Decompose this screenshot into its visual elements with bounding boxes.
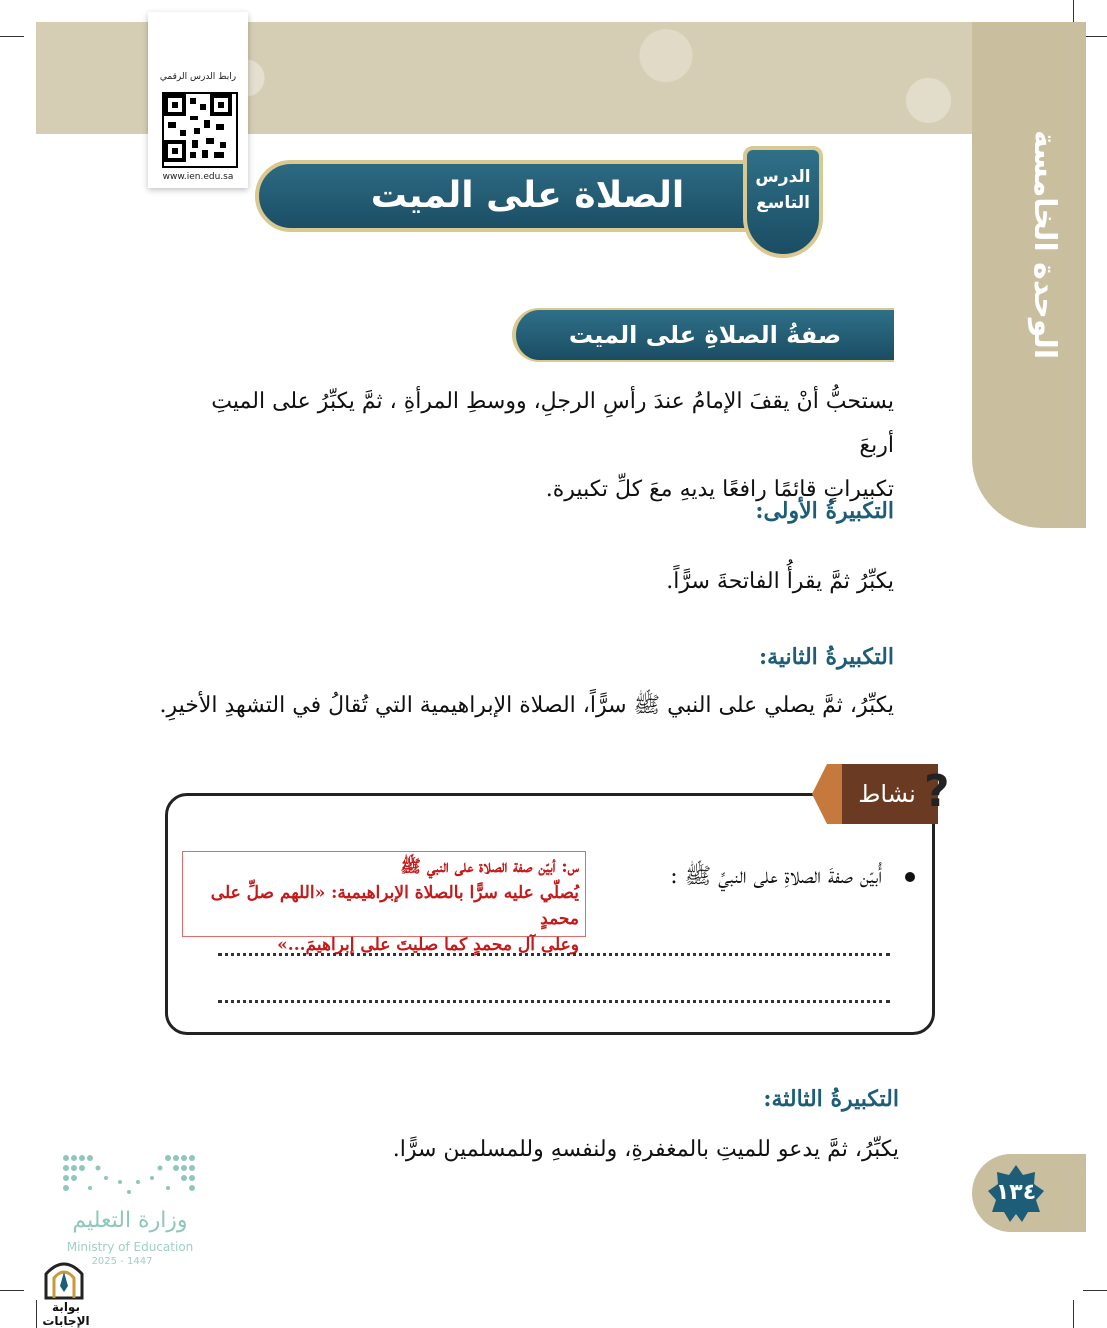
first-takbeer-text: يكبِّرُ ثمَّ يقرأُ الفاتحةَ سرًّاً. (666, 569, 894, 594)
first-takbeer-heading: التكبيرةُ الأولى: (755, 498, 894, 524)
page-number-badge (986, 1163, 1046, 1223)
lesson-title: الصلاة على الميت (370, 175, 685, 216)
answer-line-2: يُصلّي عليه سرًّا بالصلاة الإبراهيمية: «اللهم صلِّ على محمدٍ (210, 883, 579, 929)
crop-mark (0, 1290, 24, 1291)
crop-mark (1083, 36, 1107, 37)
unit-title: الوحدة الخامسة (1027, 130, 1062, 360)
page-number-tab (972, 1154, 1086, 1232)
activity-tag-label: نشاط (858, 780, 916, 808)
answer-line-3: وعلى آل محمدٍ كما صليتَ على إبراهيمَ...» (277, 935, 579, 955)
section-banner (512, 308, 894, 362)
intro-paragraph (174, 380, 894, 512)
crop-mark (1083, 1290, 1107, 1291)
page-number: ١٣٤ (995, 1180, 1037, 1205)
qr-card[interactable] (148, 12, 248, 188)
lesson-banner (255, 154, 860, 238)
answer-line-1: س: أبيّن صفة الصلاة على النبي ﷺ (400, 857, 579, 877)
intro-line-2: تكبيراتٍ قائمًا رافعًا يديهِ معَ كلِّ تكبيرة. (545, 477, 894, 502)
crop-mark (1073, 1300, 1074, 1328)
answer-dotted-line[interactable] (218, 1000, 890, 1003)
second-takbeer-heading: التكبيرةُ الثانية: (758, 644, 894, 670)
portal-label: بوابة الإجابات (42, 1300, 90, 1328)
activity-tag (812, 764, 952, 824)
ministry-logo-icon (62, 1152, 196, 1202)
answer-dotted-line[interactable] (218, 953, 890, 956)
ministry-name-ar: وزارة التعليم (72, 1208, 188, 1233)
ministry-year: 2025 - 1447 (91, 1256, 153, 1267)
activity-question: أُبيّن صفةَ الصلاةِ على النبيِّ ﷺ : (670, 864, 882, 889)
bullet-icon (905, 872, 915, 882)
portal-logo-icon (40, 1256, 88, 1300)
qr-label: رابط الدرس الرقمي (159, 72, 237, 82)
activity-tag-tip (812, 764, 842, 824)
third-takbeer-text: يكبِّرُ، ثمَّ يدعو للميتِ بالمغفرةِ، ولنفسهِ وللمسلمين سرًّا. (392, 1137, 899, 1162)
answer-box[interactable] (182, 851, 586, 955)
crop-mark (0, 36, 24, 37)
section-title: صفةُ الصلاةِ على الميت (568, 321, 842, 349)
second-takbeer-text: يكبِّرُ، ثمَّ يصلي على النبي ﷺ سرًّاً، الصلاة الإبراهيمية التي تُقالُ في التشهدِ الأخيرِ. (159, 693, 894, 718)
lesson-badge-line2: التاسع (756, 193, 810, 213)
question-mark-icon: ? (924, 766, 950, 817)
ministry-name-en: Ministry of Education (66, 1240, 194, 1254)
lesson-badge-line1: الدرس (755, 167, 811, 187)
intro-line-1: يستحبُّ أنْ يقفَ الإمامُ عندَ رأسِ الرجلِ، ووسطِ المرأةِ ، ثمَّ يكبِّرُ على الميتِ أربعَ (211, 389, 894, 458)
third-takbeer-heading: التكبيرةُ الثالثة: (763, 1086, 899, 1112)
lesson-number-badge (743, 146, 823, 258)
qr-code-icon (162, 92, 238, 168)
crop-mark (1073, 0, 1074, 22)
qr-url: www.ien.edu.sa (162, 172, 234, 182)
